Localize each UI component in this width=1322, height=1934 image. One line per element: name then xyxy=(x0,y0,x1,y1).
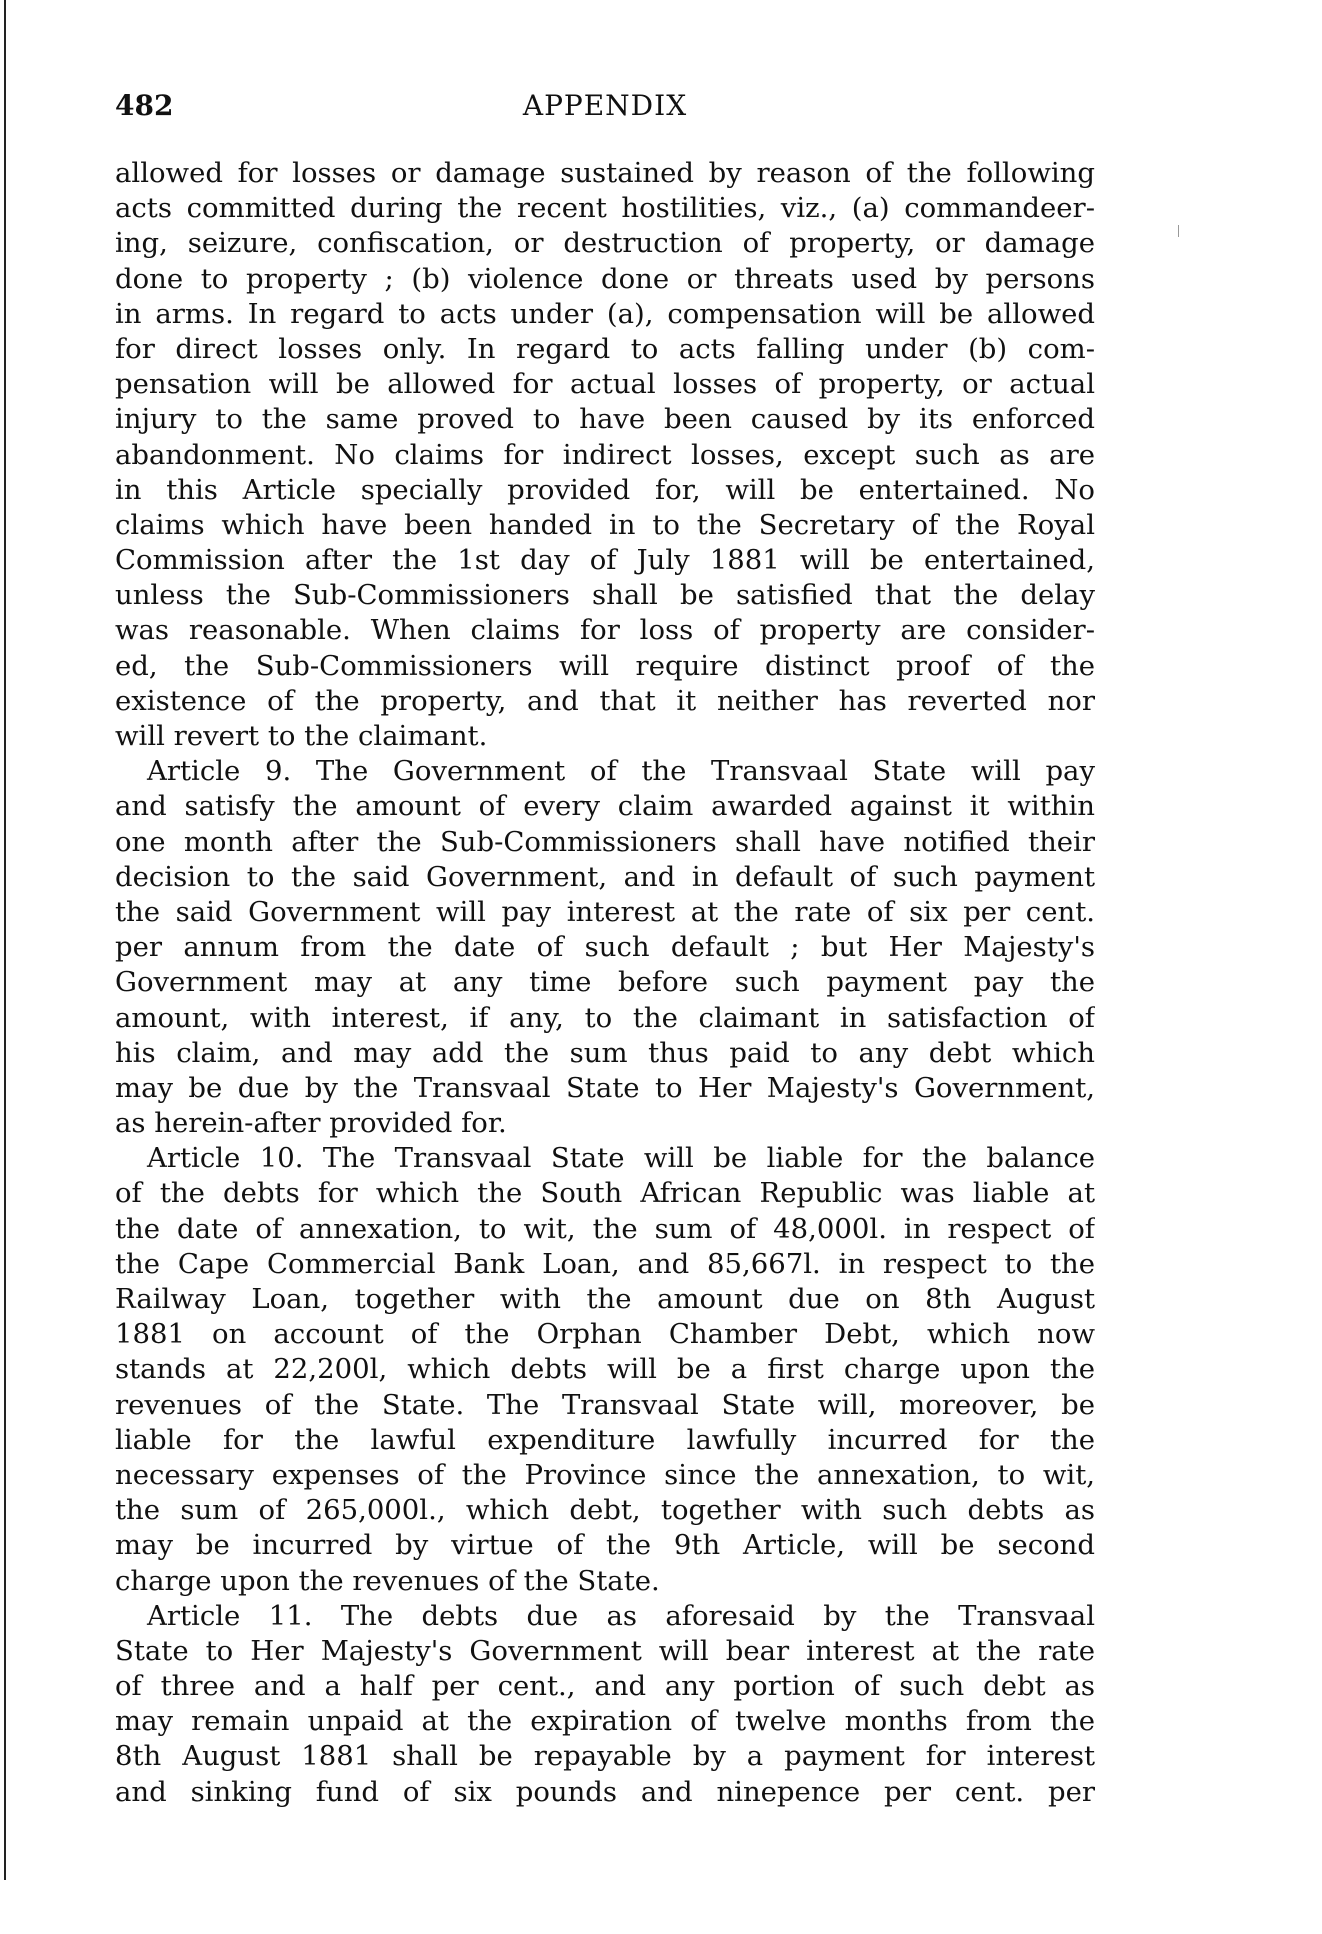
text-line: Commission after the 1st day of July 1881 will be entertained, xyxy=(115,544,1095,577)
text-line: decision to the said Government, and in default of such payment xyxy=(115,860,1095,893)
text-line: 8th August 1881 shall be repayable by a payment for interest xyxy=(115,1740,1095,1773)
text-line: and satisfy the amount of every claim awarded against it within xyxy=(115,790,1095,823)
page-header xyxy=(115,86,1095,126)
text-line: pensation will be allowed for actual losses of property, or actual xyxy=(115,368,1095,401)
text-line: existence of the property, and that it neither has reverted nor xyxy=(115,684,1095,717)
article-9-start: Article 9. The Government of the Transvaal State will pay xyxy=(147,755,1095,788)
text-line: for direct losses only. In regard to acts falling under (b) com- xyxy=(115,332,1095,365)
text-line: acts committed during the recent hostilities, viz., (a) commandeer- xyxy=(115,192,1095,225)
text-line: charge upon the revenues of the State. xyxy=(115,1564,660,1597)
text-line: may be incurred by virtue of the 9th Article, will be second xyxy=(115,1529,1095,1562)
text-line: will revert to the claimant. xyxy=(115,720,488,752)
text-line: amount, with interest, if any, to the claimant in satisfaction of xyxy=(115,1001,1095,1034)
text-line: stands at 22,200l, which debts will be a first charge upon the xyxy=(115,1353,1095,1386)
text-line: done to property ; (b) violence done or threats used by persons xyxy=(115,262,1095,295)
text-line: unless the Sub-Commissioners shall be satisfied that the delay xyxy=(115,579,1095,612)
page-number: 482 xyxy=(115,89,174,122)
text-line: Railway Loan, together with the amount due on 8th August xyxy=(115,1283,1095,1315)
text-line: in arms. In regard to acts under (a), compensation will be allowed xyxy=(115,297,1095,330)
text-line: liable for the lawful expenditure lawfully incurred for the xyxy=(115,1423,1095,1456)
text-line: the date of annexation, to wit, the sum of 48,000l. in respect of xyxy=(115,1212,1095,1245)
text-line: may remain unpaid at the expiration of twelve months from the xyxy=(115,1705,1095,1738)
text-line: ed, the Sub-Commissioners will require distinct proof of the xyxy=(115,649,1095,682)
text-line: as herein-after provided for. xyxy=(115,1107,507,1140)
text-line: abandonment. No claims for indirect losses, except such as are xyxy=(115,438,1095,471)
text-line: ing, seizure, confiscation, or destruction of property, or damage xyxy=(115,227,1095,260)
text-line: one month after the Sub-Commissioners shall have notified their xyxy=(115,825,1095,858)
book-page xyxy=(115,86,1095,1810)
text-line: injury to the same proved to have been caused by its enforced xyxy=(115,403,1095,436)
article-10-start: Article 10. The Transvaal State will be liable for the balance xyxy=(147,1142,1095,1175)
text-line: claims which have been handed in to the Secretary of the Royal xyxy=(115,508,1095,541)
text-line: of the debts for which the South African Republic was liable at xyxy=(115,1177,1095,1210)
text-line: of three and a half per cent., and any portion of such debt as xyxy=(115,1670,1095,1703)
text-line: Government may at any time before such payment pay the xyxy=(115,966,1095,999)
text-line: allowed for losses or damage sustained by reason of the following xyxy=(115,157,1095,189)
running-title: APPENDIX xyxy=(522,89,688,122)
text-line: and sinking fund of six pounds and ninepence per cent. per xyxy=(115,1775,1095,1808)
text-line: may be due by the Transvaal State to Her Majesty's Government, xyxy=(115,1071,1095,1104)
page-edge-rule xyxy=(4,0,6,1880)
text-line: was reasonable. When claims for loss of property are consider- xyxy=(115,614,1095,647)
text-line: his claim, and may add the sum thus paid to any debt which xyxy=(115,1036,1095,1069)
text-line: revenues of the State. The Transvaal State will, moreover, be xyxy=(115,1388,1095,1421)
text-line: in this Article specially provided for, will be entertained. No xyxy=(115,473,1095,506)
stray-mark xyxy=(1178,225,1179,237)
text-line: the sum of 265,000l., which debt, together with such debts as xyxy=(115,1494,1095,1527)
body-text xyxy=(115,156,1095,1810)
article-11-start: Article 11. The debts due as aforesaid by the Transvaal xyxy=(147,1599,1095,1632)
text-line: per annum from the date of such default ; but Her Majesty's xyxy=(115,931,1095,964)
text-line: 1881 on account of the Orphan Chamber Debt, which now xyxy=(115,1318,1095,1351)
text-line: necessary expenses of the Province since the annexation, to wit, xyxy=(115,1458,1095,1491)
text-line: the Cape Commercial Bank Loan, and 85,667l. in respect to the xyxy=(115,1247,1095,1280)
text-line: State to Her Majesty's Government will bear interest at the rate xyxy=(115,1634,1095,1667)
text-line: the said Government will pay interest at the rate of six per cent. xyxy=(115,895,1095,928)
